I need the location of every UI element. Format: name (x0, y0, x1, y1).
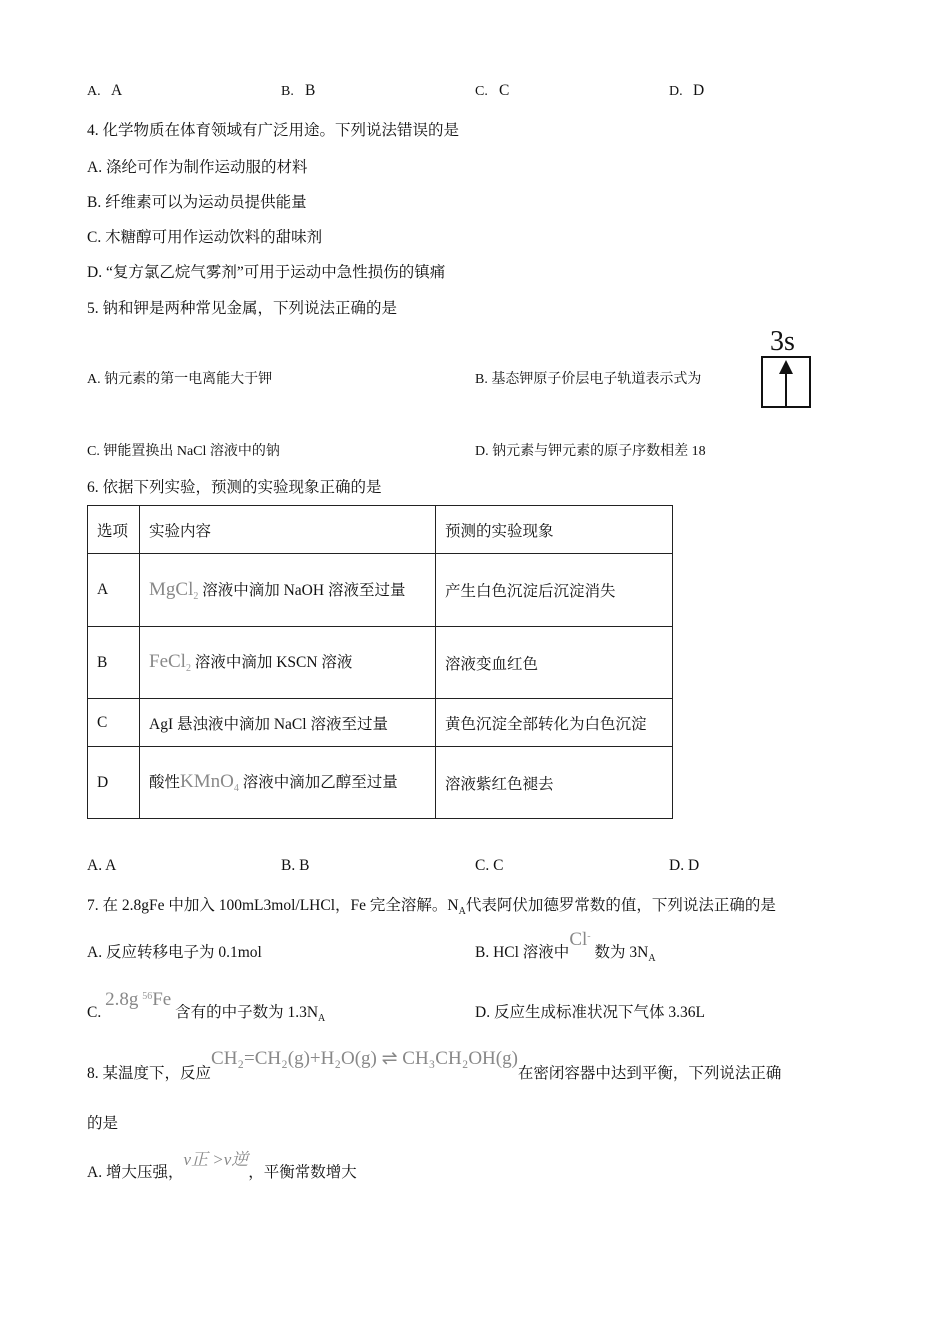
superscript: - (587, 930, 591, 942)
option-label: B. (281, 84, 294, 99)
option-cell: A (88, 554, 140, 627)
table-header-row (88, 506, 673, 554)
q4-option-c: C. 木糖醇可用作运动饮料的甜味剂 (87, 229, 323, 246)
result-cell: 溶液紫红色褪去 (436, 747, 673, 819)
stem-text: 代表阿伏加德罗常数的值，下列说法正确的是 (465, 897, 776, 914)
option-text: C (499, 82, 510, 99)
q6-option-c: C. C (475, 857, 504, 874)
option-text: D (693, 82, 705, 99)
subscript: A (458, 906, 466, 918)
formula: Cl (569, 929, 588, 950)
formula-sub: 2 (185, 663, 191, 675)
orbital-box-diagram (761, 356, 811, 408)
content-text: 溶液中滴加乙醇至过量 (242, 774, 398, 792)
formula: MgCl (149, 578, 194, 600)
option-text-tail: 含有的中子数为 1.3N (175, 1004, 319, 1021)
option-label: C. (87, 1004, 102, 1021)
subscript: A (318, 1013, 326, 1025)
orbital-label: 3s (770, 326, 795, 357)
option-text-tail: 数为 3N (594, 944, 649, 961)
option-label: A. (87, 84, 101, 99)
table-row (88, 627, 673, 699)
result-cell: 溶液变血红色 (436, 627, 673, 699)
question-7-stem (87, 893, 776, 917)
content-prefix: 酸性 (149, 774, 181, 792)
formula: v正 >v逆 (183, 1150, 249, 1169)
formula-sub: 2 (193, 591, 199, 603)
option-cell: C (88, 699, 140, 747)
q5-option-b: B. 基态钾原子价层电子轨道表示式为 (475, 372, 702, 387)
question-4-stem: 4. 化学物质在体育领域有广泛用途。下列说法错误的是 (87, 122, 460, 139)
content-text: 溶液中滴加 KSCN 溶液 (194, 654, 353, 672)
stem-text: 7. 在 2.8gFe 中加入 100mL3mol/LHCl，Fe 完全溶解。N (87, 897, 459, 914)
q7-option-a: A. 反应转移电子为 0.1mol (87, 944, 262, 961)
question-5-stem: 5. 钠和钾是两种常见金属，下列说法正确的是 (87, 300, 398, 317)
content-cell: AgI 悬浊液中滴加 NaCl 溶液至过量 (140, 699, 436, 747)
formula-sub: 4 (233, 783, 239, 795)
option-cell: D (88, 747, 140, 819)
formula: FeCl (149, 651, 186, 673)
subscript: A (648, 953, 656, 965)
option-label: D. (669, 84, 683, 99)
result-cell: 黄色沉淀全部转化为白色沉淀 (436, 699, 673, 747)
q6-option-d: D. D (669, 857, 700, 874)
option-text: B. HCl 溶液中 (475, 944, 570, 961)
experiment-table (87, 505, 673, 819)
header-cell: 选项 (88, 506, 140, 554)
option-text: A. 增大压强， (87, 1164, 184, 1181)
content-cell (140, 554, 436, 627)
q8-option-a (87, 1145, 357, 1181)
q5-option-d: D. 钠元素与钾元素的原子序数相差 18 (475, 444, 706, 459)
option-text (175, 1004, 326, 1025)
result-cell: 产生白色沉淀后沉淀消失 (436, 554, 673, 627)
q4-option-a: A. 涤纶可作为制作运动服的材料 (87, 159, 308, 176)
option-text (594, 944, 656, 965)
stem-text: 8. 某温度下，反应 (87, 1065, 212, 1082)
option-text: A (111, 82, 123, 99)
superscript: 56 (142, 990, 153, 1002)
option-label: C. (475, 84, 488, 99)
question-8-stem (87, 1047, 782, 1082)
q7-option-b (475, 928, 656, 965)
option-text: B (305, 82, 316, 99)
option-text: ，平衡常数增大 (248, 1164, 357, 1181)
question-6-stem: 6. 依据下列实验，预测的实验现象正确的是 (87, 479, 382, 496)
q7-option-d: D. 反应生成标准状况下气体 3.36L (475, 1004, 705, 1021)
q7-option-c (87, 988, 326, 1025)
content-cell (140, 627, 436, 699)
q6-option-b: B. B (281, 857, 310, 874)
question-8-stem-cont: 的是 (87, 1115, 119, 1132)
formula: 2.8g (105, 989, 139, 1010)
table-row (88, 699, 673, 747)
formula: Fe (152, 989, 172, 1010)
formula: KMnO (180, 771, 234, 793)
content-cell (140, 747, 436, 819)
q6-option-a: A. A (87, 857, 117, 874)
table-row (88, 747, 673, 819)
option-cell: B (88, 627, 140, 699)
stem-text: 在密闭容器中达到平衡，下列说法正确 (517, 1065, 782, 1082)
content-text: 溶液中滴加 NaOH 溶液至过量 (202, 581, 406, 599)
q5-option-a: A. 钠元素的第一电离能大于钾 (87, 372, 273, 387)
q5-option-c: C. 钾能置换出 NaCl 溶液中的钠 (87, 444, 280, 459)
q4-option-d: D. “复方氯乙烷气雾剂”可用于运动中急性损伤的镇痛 (87, 264, 446, 281)
header-cell: 实验内容 (140, 506, 436, 554)
reaction-equation: CH₂=CH₂(g)+H₂O(g) ⇌ CH₃CH₂OH(g) (211, 1048, 518, 1069)
q4-option-b: B. 纤维素可以为运动员提供能量 (87, 194, 307, 211)
table-row (88, 554, 673, 627)
header-cell: 预测的实验现象 (436, 506, 673, 554)
